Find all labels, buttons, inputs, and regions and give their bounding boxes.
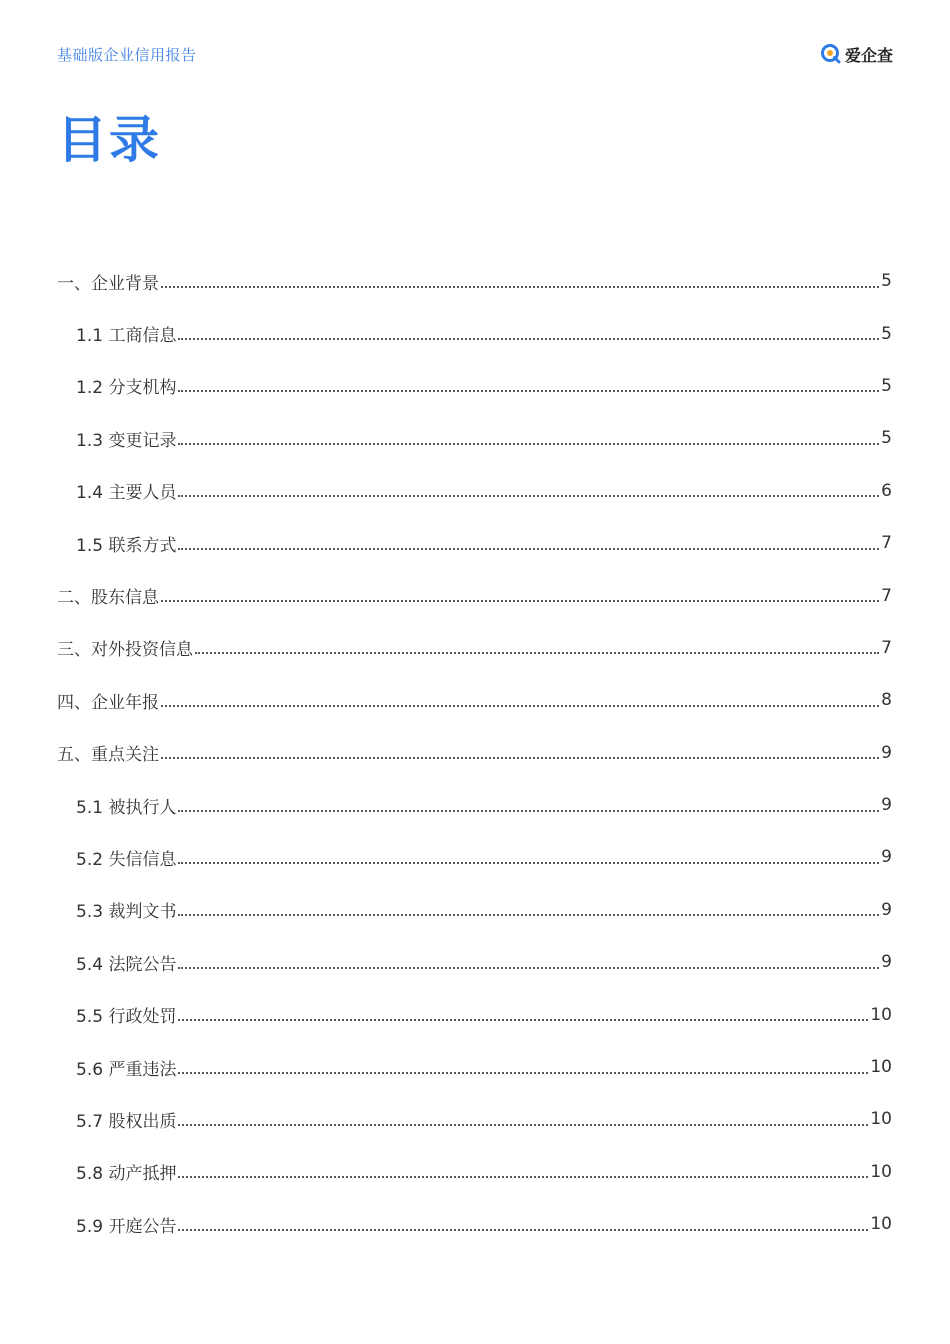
brand-name: 爱企查 xyxy=(844,45,893,65)
toc-leader-dots xyxy=(178,442,879,445)
toc-entry[interactable] xyxy=(57,569,892,621)
toc-entry-page: 6 xyxy=(881,480,892,501)
toc-entry-page: 8 xyxy=(881,690,892,711)
toc-leader-dots xyxy=(178,337,879,340)
toc-entry-page: 9 xyxy=(881,952,892,973)
toc-entry[interactable] xyxy=(57,779,892,831)
toc-entry-label: 5.5 行政处罚 xyxy=(76,1007,177,1028)
toc-entry[interactable] xyxy=(57,622,892,674)
toc-entry-page: 10 xyxy=(870,1109,892,1130)
toc-entry[interactable] xyxy=(57,465,892,517)
page-title: 目录 xyxy=(57,111,161,169)
page-header xyxy=(57,40,893,68)
toc-entry-page: 5 xyxy=(881,428,892,449)
toc-leader-dots xyxy=(178,966,879,969)
toc-entry-page: 9 xyxy=(881,847,892,868)
toc-entry[interactable] xyxy=(57,412,892,464)
toc-leader-dots xyxy=(178,1018,868,1021)
toc-entry[interactable] xyxy=(57,255,892,307)
report-title: 基础版企业信用报告 xyxy=(57,45,197,64)
toc-entry[interactable] xyxy=(57,1041,892,1093)
toc-entry-label: 三、对外投资信息 xyxy=(57,640,193,661)
toc-entry-page: 10 xyxy=(870,1161,892,1182)
toc-entry-label: 1.2 分支机构 xyxy=(76,378,177,399)
toc-entry[interactable] xyxy=(57,517,892,569)
toc-entry-page: 7 xyxy=(881,533,892,554)
toc-entry[interactable] xyxy=(57,360,892,412)
toc-entry-label: 1.4 主要人员 xyxy=(76,483,177,504)
toc-leader-dots xyxy=(161,756,879,759)
toc-leader-dots xyxy=(178,1175,868,1178)
toc-entry-label: 5.8 动产抵押 xyxy=(76,1164,177,1185)
toc-entry-page: 10 xyxy=(870,1214,892,1235)
toc-leader-dots xyxy=(161,285,879,288)
toc-leader-dots xyxy=(178,389,879,392)
toc-entry[interactable] xyxy=(57,1146,892,1198)
toc-entry-page: 7 xyxy=(881,585,892,606)
table-of-contents xyxy=(57,255,892,1250)
toc-entry[interactable] xyxy=(57,307,892,359)
toc-entry-page: 9 xyxy=(881,742,892,763)
toc-entry-label: 1.3 变更记录 xyxy=(76,430,177,451)
toc-entry-page: 9 xyxy=(881,795,892,816)
toc-leader-dots xyxy=(178,547,879,550)
toc-entry-page: 9 xyxy=(881,899,892,920)
toc-entry[interactable] xyxy=(57,674,892,726)
toc-entry-page: 5 xyxy=(881,271,892,292)
brand-logo[interactable] xyxy=(819,42,893,66)
toc-entry-label: 二、股东信息 xyxy=(57,588,159,609)
toc-entry[interactable] xyxy=(57,988,892,1040)
toc-entry[interactable] xyxy=(57,831,892,883)
toc-entry[interactable] xyxy=(57,884,892,936)
toc-leader-dots xyxy=(195,651,879,654)
toc-entry-label: 5.1 被执行人 xyxy=(76,797,177,818)
toc-leader-dots xyxy=(161,599,879,602)
toc-leader-dots xyxy=(178,1071,868,1074)
toc-leader-dots xyxy=(178,1123,868,1126)
magnifier-q-icon xyxy=(819,42,843,66)
toc-entry-label: 5.2 失信信息 xyxy=(76,849,177,870)
toc-entry-label: 1.1 工商信息 xyxy=(76,326,177,347)
toc-entry-label: 一、企业背景 xyxy=(57,273,159,294)
toc-entry-label: 5.6 严重违法 xyxy=(76,1059,177,1080)
toc-entry-page: 7 xyxy=(881,637,892,658)
toc-entry-label: 四、企业年报 xyxy=(57,692,159,713)
toc-entry-page: 5 xyxy=(881,375,892,396)
toc-leader-dots xyxy=(178,861,879,864)
toc-entry-label: 5.9 开庭公告 xyxy=(76,1216,177,1237)
toc-entry-label: 5.4 法院公告 xyxy=(76,954,177,975)
toc-entry[interactable] xyxy=(57,1093,892,1145)
toc-leader-dots xyxy=(178,1228,868,1231)
toc-entry-page: 10 xyxy=(870,1057,892,1078)
toc-entry-page: 10 xyxy=(870,1004,892,1025)
toc-entry-label: 五、重点关注 xyxy=(57,745,159,766)
toc-leader-dots xyxy=(178,809,879,812)
toc-entry[interactable] xyxy=(57,936,892,988)
toc-entry-label: 5.3 裁判文书 xyxy=(76,902,177,923)
toc-entry-page: 5 xyxy=(881,323,892,344)
toc-entry-label: 1.5 联系方式 xyxy=(76,535,177,556)
toc-leader-dots xyxy=(161,704,879,707)
toc-leader-dots xyxy=(178,913,879,916)
toc-leader-dots xyxy=(178,494,879,497)
toc-entry[interactable] xyxy=(57,727,892,779)
toc-entry[interactable] xyxy=(57,1198,892,1250)
toc-entry-label: 5.7 股权出质 xyxy=(76,1111,177,1132)
